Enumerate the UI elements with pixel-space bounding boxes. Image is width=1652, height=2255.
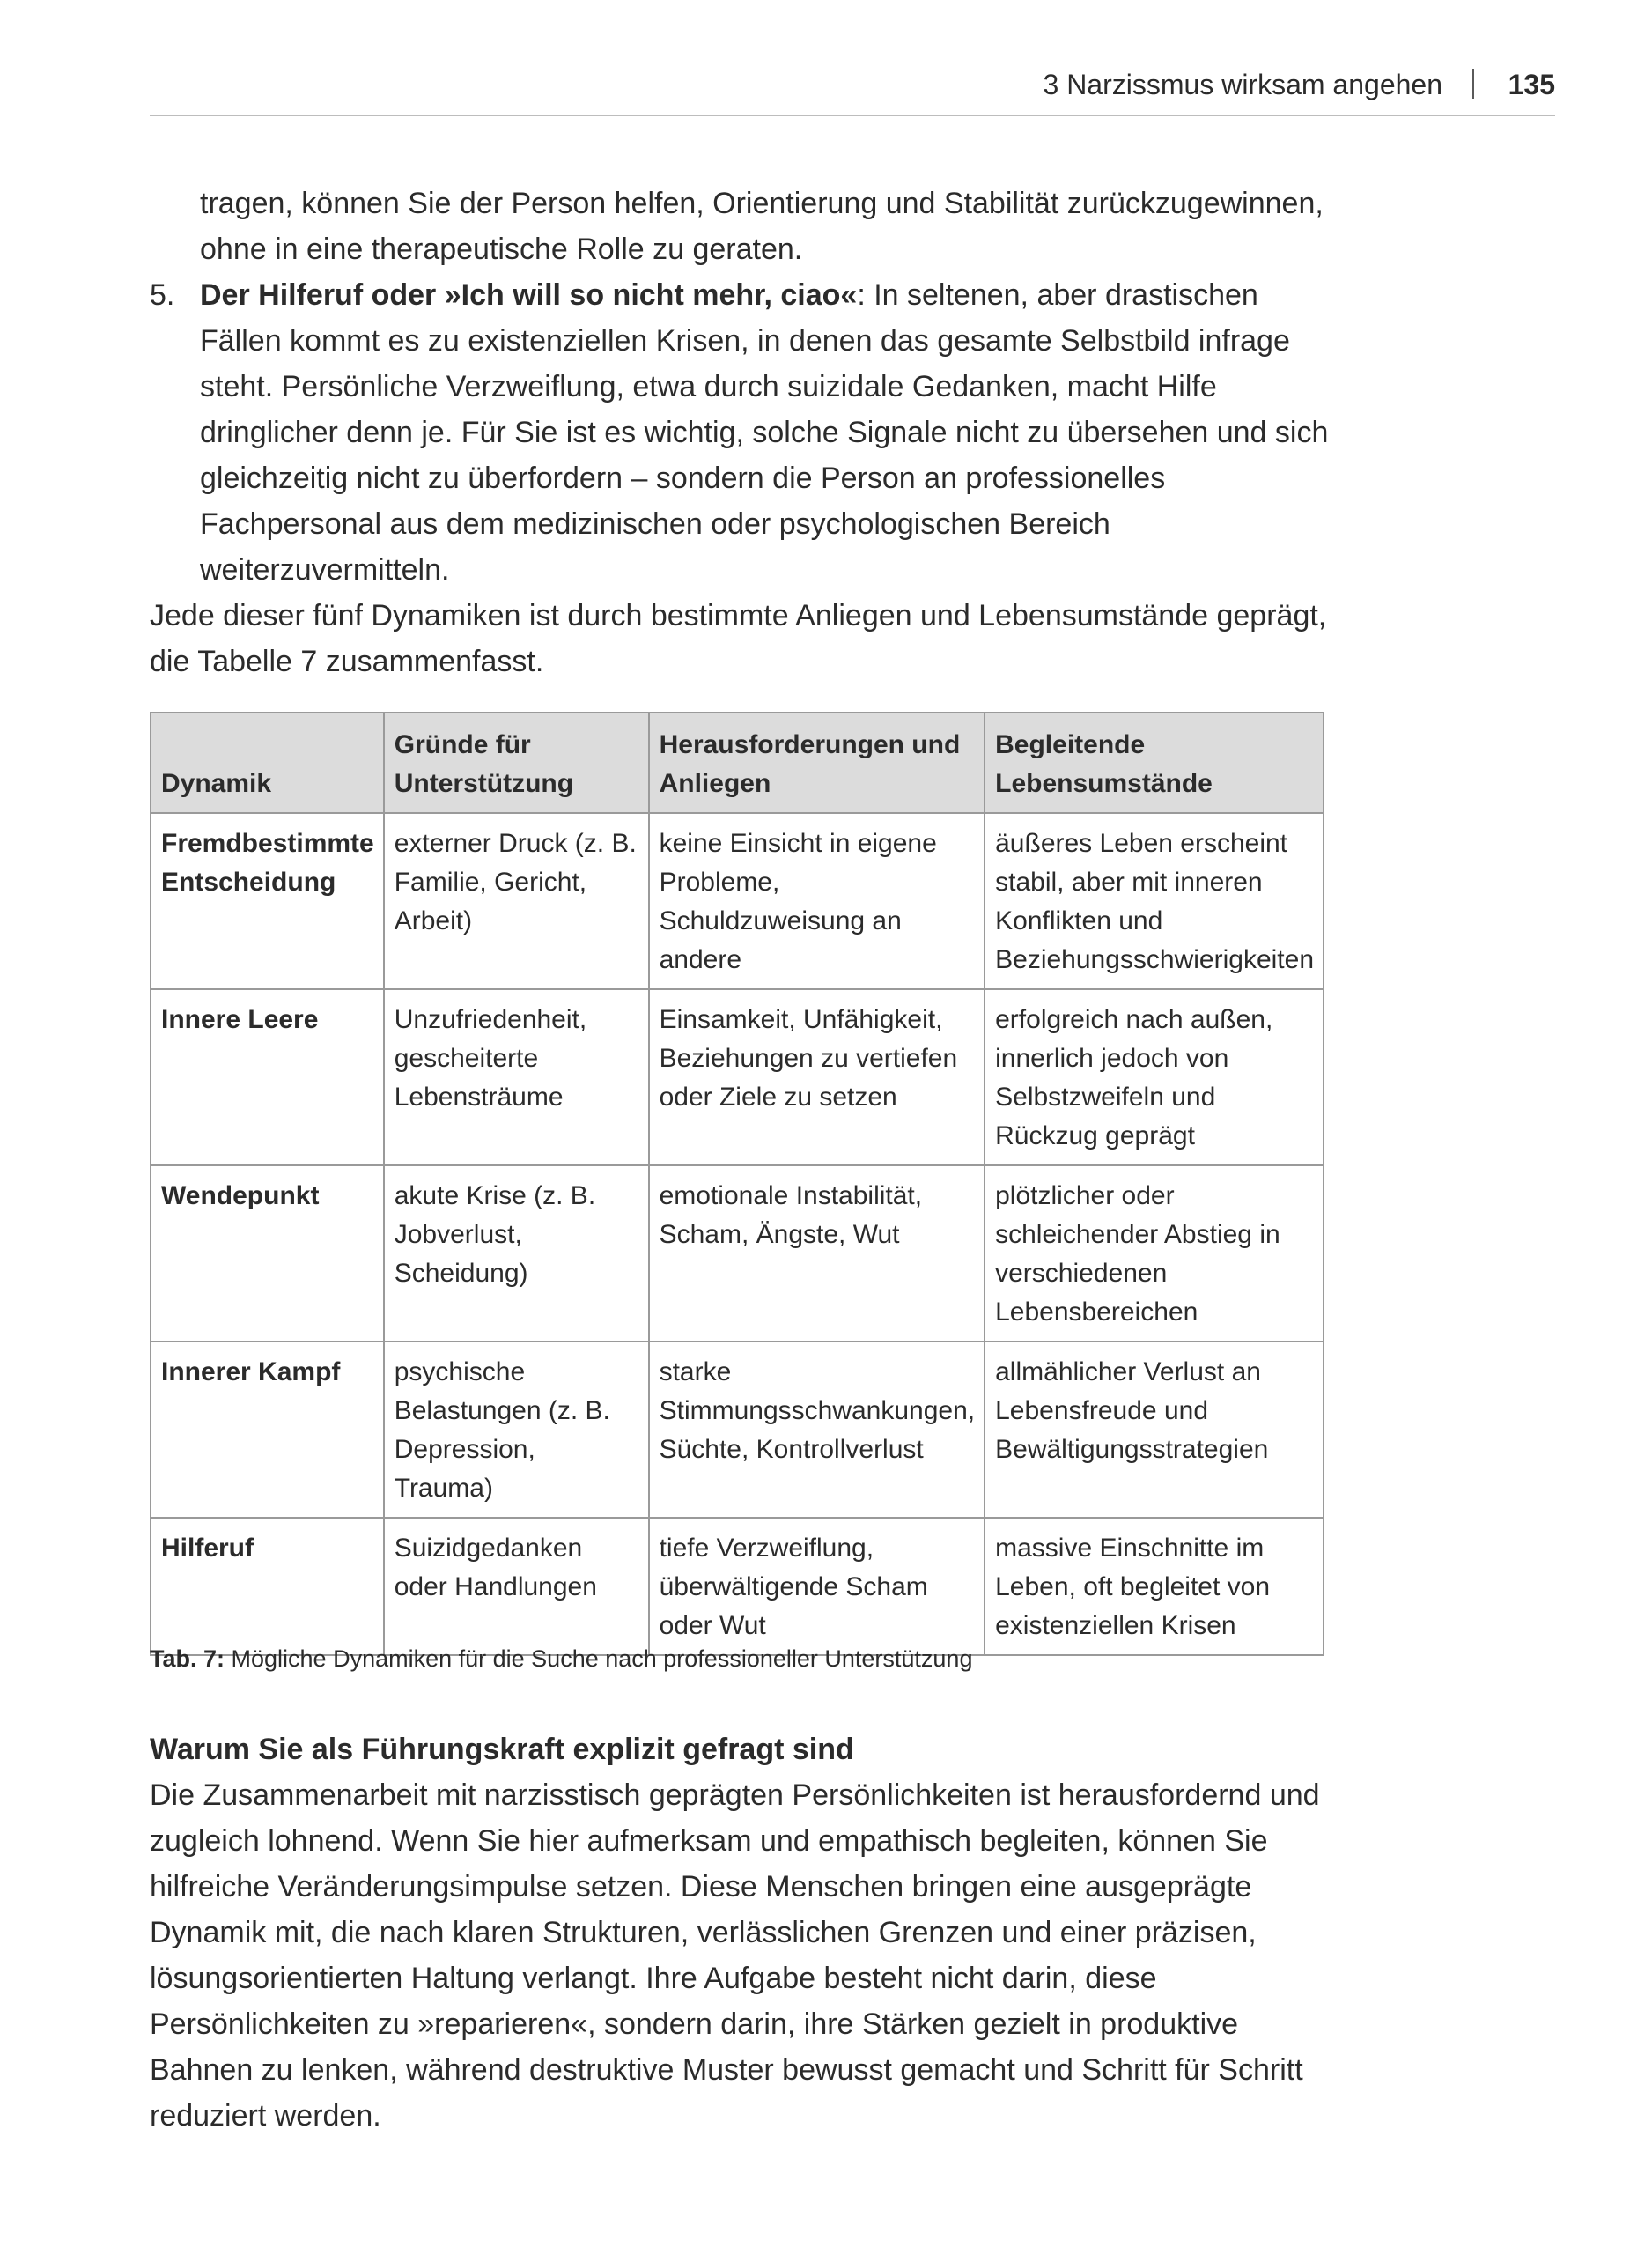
table-row	[151, 1165, 1324, 1342]
table-cell: Einsamkeit, Unfähigkeit, Beziehungen zu vertiefen oder Ziele zu setzen	[649, 989, 985, 1165]
caption-text: Mögliche Dynamiken für die Suche nach professioneller Unterstützung	[225, 1645, 973, 1672]
page-number: 135	[1508, 69, 1555, 100]
table-cell: emotionale Instabilität, Scham, Ängste, Wut	[649, 1165, 985, 1342]
table-cell: Unzufriedenheit, gescheiterte Lebensträume	[384, 989, 649, 1165]
list-item-text	[200, 272, 1336, 593]
section-paragraph: Die Zusammenarbeit mit narzisstisch geprägten Persönlichkeiten ist herausfordernd und zugleich lohnend. Wenn Sie hier aufmerksam und empathisch begleiten, können Sie hilfreiche Veränderungsimpulse setzen. Diese Menschen bringen eine ausgeprägte Dynamik mit, die nach klaren Strukturen, verlässlichen Grenzen und einer präzisen, lösungsorientierten Haltung verlangt. Ihre Aufgabe besteht nicht darin, diese Persönlichkeiten zu »reparieren«, sondern darin, ihre Stärken gezielt in produktive Bahnen zu lenken, während destruktive Muster bewusst gemacht und Schritt für Schritt reduziert werden.	[150, 1778, 1320, 2133]
header-separator	[1472, 69, 1474, 99]
table-cell: keine Einsicht in eigene Probleme, Schuldzuweisung an andere	[649, 813, 985, 989]
list-item-bold-lead: Der Hilferuf oder »Ich will so nicht mehr, ciao«	[200, 278, 858, 312]
section-heading: Warum Sie als Führungskraft explizit gefragt sind	[150, 1733, 854, 1766]
table-intro-paragraph: Jede dieser fünf Dynamiken ist durch bestimmte Anliegen und Lebensumstände geprägt, die Tabelle 7 zusammenfasst.	[150, 599, 1327, 678]
table-header-row	[151, 713, 1324, 813]
list-number: 5.	[150, 278, 175, 312]
column-header: Begleitende Lebensumstände	[985, 713, 1324, 813]
table-cell: Suizidgedanken oder Handlungen	[384, 1518, 649, 1655]
table-row	[151, 1342, 1324, 1518]
table-row	[151, 813, 1324, 989]
table-cell: tiefe Verzweiflung, überwältigende Scham oder Wut	[649, 1518, 985, 1655]
dynamics-table	[150, 712, 1324, 1656]
table-cell: psychische Belastungen (z. B. Depression, Trauma)	[384, 1342, 649, 1518]
list-item-body: : In seltenen, aber drastischen Fällen kommt es zu existenziellen Krisen, in denen das gesamte Selbstbild infrage steht. Persönliche Verzweiflung, etwa durch suizidale Gedanken, macht Hilfe dringlicher denn je. Für Sie ist es wichtig, solche Signale nicht zu übersehen und sich gleichzeitig nicht zu überfordern – sondern die Person an professionelles Fachpersonal aus dem medizinischen oder psychologischen Bereich weiterzuvermitteln.	[200, 278, 1329, 587]
row-header-cell: Innerer Kampf	[151, 1342, 384, 1518]
table-cell: externer Druck (z. B. Familie, Gericht, Arbeit)	[384, 813, 649, 989]
table-cell: erfolgreich nach außen, innerlich jedoch von Selbstzweifeln und Rückzug geprägt	[985, 989, 1324, 1165]
page-header	[150, 63, 1555, 116]
list-item-5	[150, 272, 1336, 593]
row-header-cell: Wendepunkt	[151, 1165, 384, 1342]
table-cell: äußeres Leben erscheint stabil, aber mit inneren Konflikten und Beziehungsschwierigkeiten	[985, 813, 1324, 989]
column-header: Gründe für Unterstützung	[384, 713, 649, 813]
table-cell: plötzlicher oder schleichender Abstieg in verschiedenen Lebensbereichen	[985, 1165, 1324, 1342]
row-header-cell: Hilferuf	[151, 1518, 384, 1655]
table-cell: starke Stimmungsschwankungen, Süchte, Kontrollverlust	[649, 1342, 985, 1518]
row-header-cell: Fremdbestimmte Entscheidung	[151, 813, 384, 989]
continued-list-text: tragen, können Sie der Person helfen, Orientierung und Stabilität zurückzugewinnen, ohne in eine therapeutische Rolle zu geraten.	[200, 187, 1324, 266]
running-head-chapter: 3 Narzissmus wirksam angehen	[1043, 69, 1442, 100]
table-row	[151, 1518, 1324, 1655]
table-row	[151, 989, 1324, 1165]
column-header: Herausforderungen und Anliegen	[649, 713, 985, 813]
row-header-cell: Innere Leere	[151, 989, 384, 1165]
table-cell: massive Einschnitte im Leben, oft begleitet von existenziellen Krisen	[985, 1518, 1324, 1655]
table-cell: allmählicher Verlust an Lebensfreude und Bewältigungsstrategien	[985, 1342, 1324, 1518]
column-header: Dynamik	[151, 713, 384, 813]
table-cell: akute Krise (z. B. Jobverlust, Scheidung)	[384, 1165, 649, 1342]
table-caption	[150, 1645, 972, 1673]
caption-label: Tab. 7:	[150, 1645, 225, 1672]
